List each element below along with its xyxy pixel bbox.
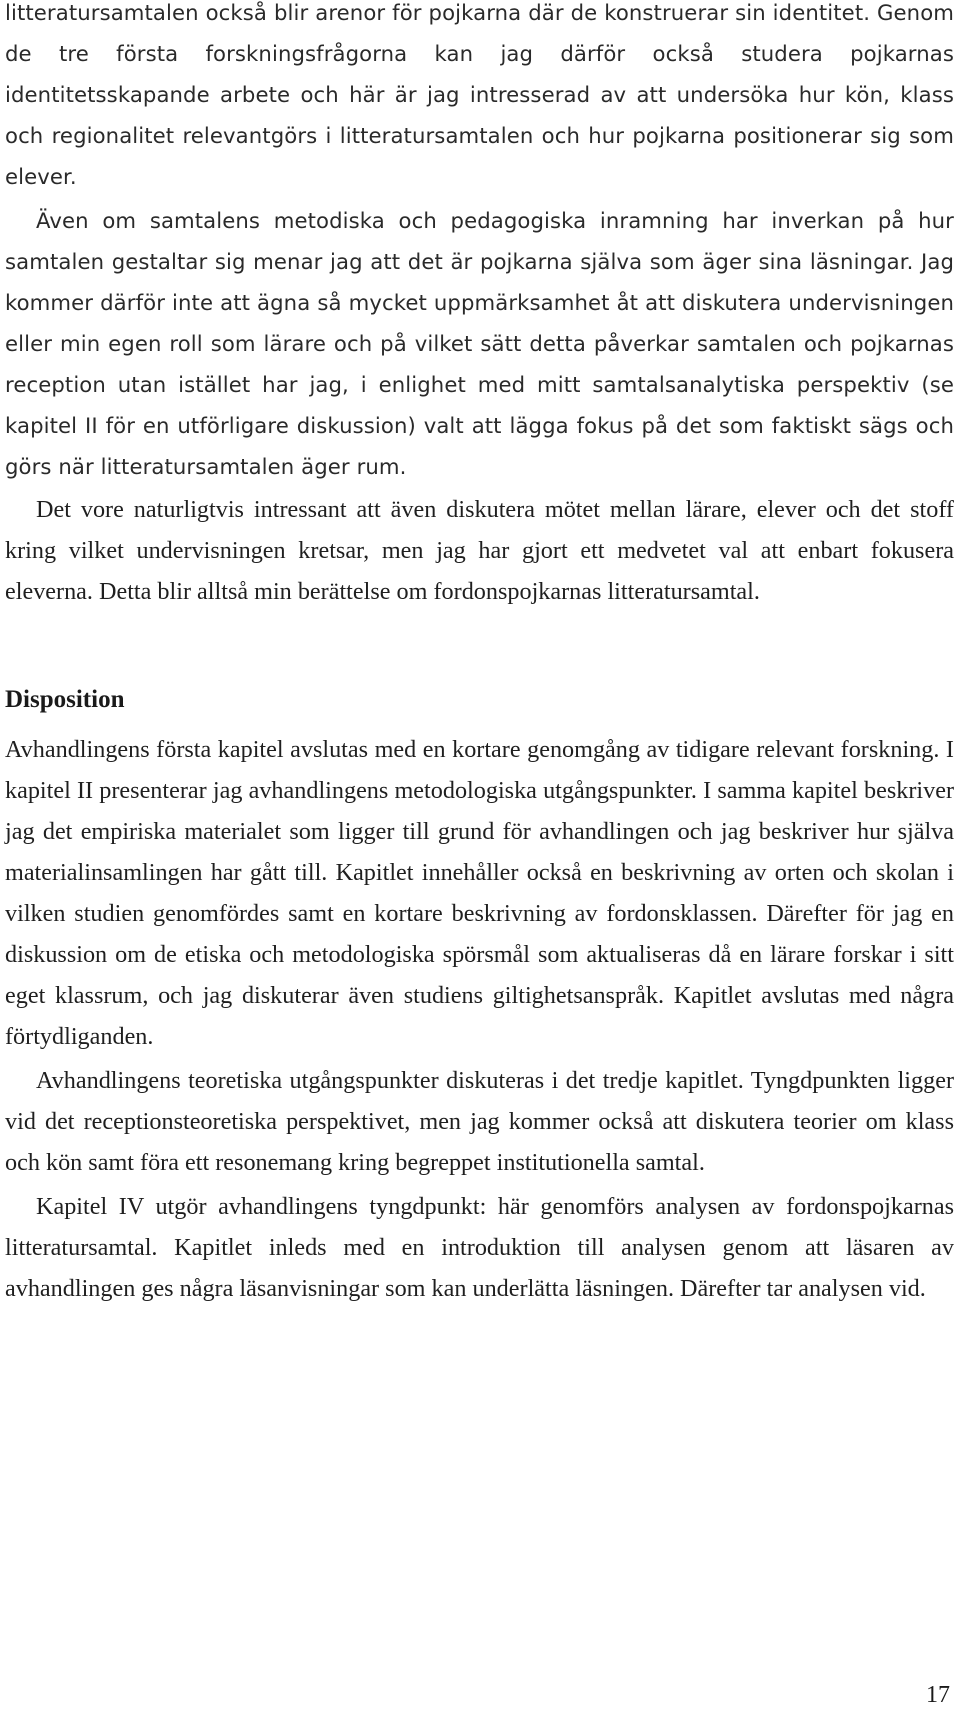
paragraph-chapter-one-two: Avhandlingens första kapitel avslutas med en kortare genomgång av tidigare relevant forskning. I kapitel II presenterar jag avhandlingens metodologiska utgångspunkter. I samma kapitel beskriver jag det empiriska materialet som ligger till grund för avhandlingen och jag beskriver hur själva materialinsamlingen har gått till. Kapitlet innehåller också en beskrivning av orten och skolan i vilken studien genomfördes samt en kortare beskrivning av fordonsklassen. Därefter för jag en diskussion om de etiska och metodologiska spörsmål som aktualiseras då en lärare forskar i sitt eget klassrum, och jag diskuterar även studiens giltighetsanspråk. Kapitlet avslutas med några förtydliganden. (5, 736, 954, 1050)
paragraph-chapter-three: Avhandlingens teoretiska utgångspunkter diskuteras i det tredje kapitlet. Tyngdpunkten ligger vid det receptionsteoretiska perspektivet, men jag kommer också att diskutera teorier om klass och kön samt föra ett resonemang kring begreppet institutionella samtal. (5, 1067, 954, 1176)
section-heading-disposition: Disposition (5, 686, 125, 713)
paragraph-pedagogical-framing: Även om samtalens metodiska och pedagogiska inramning har inverkan på hur samtalen gestaltar sig menar jag att det är pojkarna själva som äger sina läsningar. Jag kommer därför inte att ägna så mycket uppmärksamhet åt att diskutera undervisningen eller min egen roll som lärare och på vilket sätt detta påverkar samtalen och pojkarnas reception utan istället har jag, i enlighet med mitt samtalsanalytiska perspektiv (se kapitel II för en utförligare diskussion) valt att lägga fokus på det som faktiskt sägs och görs när litteratursamtalen äger rum. (5, 208, 954, 479)
paragraph-chapter-four: Kapitel IV utgör avhandlingens tyngdpunkt: här genomförs analysen av fordonspojkarnas litteratursamtal. Kapitlet inleds med en introduktion till analysen genom att läsaren av avhandlingen ges några läsanvisningar som kan underlätta läsningen. Därefter tar analysen vid. (5, 1193, 954, 1302)
page-number: 17 (926, 1682, 950, 1708)
paragraph-focus-on-students: Det vore naturligtvis intressant att även diskutera mötet mellan lärare, elever och det stoff kring vilket undervisningen kretsar, men jag har gjort ett medvetet val att enbart fokusera eleverna. Detta blir alltså min berättelse om fordonspojkarnas litteratursamtal. (5, 496, 954, 605)
paragraph-identity-research-questions: litteratursamtalen också blir arenor för pojkarna där de konstruerar sin identitet. Genom de tre första forskningsfrågorna kan jag därför också studera pojkarnas identitetsskapande arbete och här är jag intresserad av att undersöka hur kön, klass och regionalitet relevantgörs i litteratursamtalen och hur pojkarna positionerar sig som elever. (5, 0, 954, 189)
